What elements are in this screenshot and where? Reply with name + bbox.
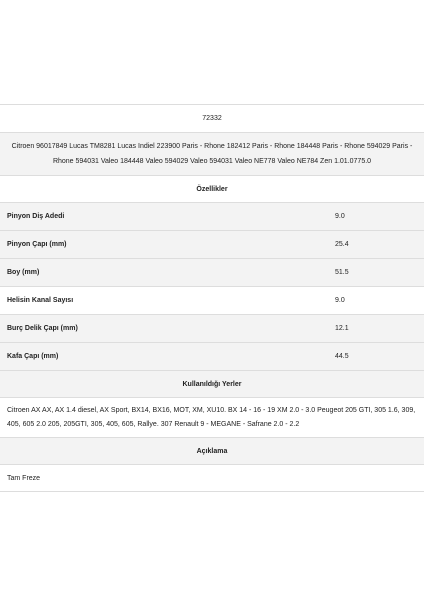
usage-heading: Kullanıldığı Yerler [0,371,424,398]
spec-row [0,259,424,287]
usage-vehicle-list: Citroen AX AX, AX 1.4 diesel, AX Sport, BX14, BX16, MOT, XM, XU10. BX 14 - 16 - 19 XM 2.0 - 3.0 Peugeot 205 GTI, 305 1.6, 309, 405, 605 2.0 205, 205GTI, 305, 405, 605, Rallye. 307 Renault 9 - MEGANE - Safrane 2.0 - 2.2 [0,398,424,438]
features-heading: Özellikler [0,176,424,203]
spec-row [0,287,424,315]
cross-reference-list: Citroen 96017849 Lucas TM8281 Lucas Indiel 223900 Paris - Rhone 182412 Paris - Rhone 184448 Paris - Rhone 594029 Paris - Rhone 594031 Valeo 184448 Valeo 594029 Valeo 594031 Valeo NE778 Valeo NE784 Zen 1.01.0775.0 [0,133,424,176]
spec-row [0,231,424,259]
product-spec-sheet [0,104,424,492]
spec-label: Helisin Kanal Sayısı [7,297,74,304]
spec-value: 51.5 [335,269,349,276]
spec-row [0,315,424,343]
spec-label: Burç Delik Çapı (mm) [7,325,78,332]
spec-row [0,343,424,371]
spec-label: Kafa Çapı (mm) [7,353,59,360]
spec-value: 25.4 [335,241,349,248]
spec-row [0,203,424,231]
spec-label: Boy (mm) [7,269,40,276]
description-heading: Açıklama [0,438,424,465]
spec-value: 12.1 [335,325,349,332]
description-text: Tam Freze [0,465,424,492]
spec-value: 9.0 [335,297,345,304]
spec-label: Pinyon Diş Adedi [7,213,65,220]
spec-value: 44.5 [335,353,349,360]
spec-value: 9.0 [335,213,345,220]
spec-label: Pinyon Çapı (mm) [7,241,67,248]
product-code: 72332 [0,105,424,133]
